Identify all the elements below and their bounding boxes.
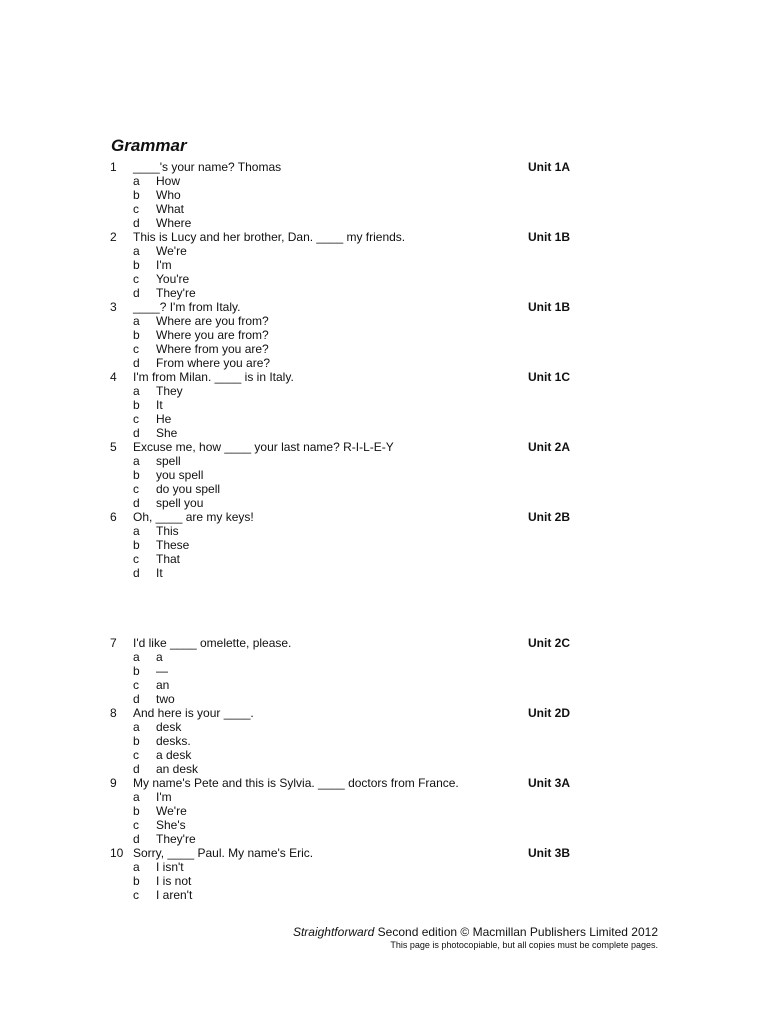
question-line <box>0 706 768 720</box>
question-text: Oh, ____ are my keys! <box>133 510 254 524</box>
option-text: We're <box>156 804 187 818</box>
option-text: a desk <box>156 748 192 762</box>
answer-option <box>0 272 768 286</box>
copyright-line <box>293 925 658 939</box>
option-text: you spell <box>156 468 204 482</box>
option-text: Where you are from? <box>156 328 269 342</box>
answer-option <box>0 552 768 566</box>
answer-option <box>0 398 768 412</box>
answer-option <box>0 524 768 538</box>
option-letter: c <box>133 552 139 566</box>
option-letter: b <box>133 398 140 412</box>
option-letter: d <box>133 692 140 706</box>
question-text: I'm from Milan. ____ is in Italy. <box>133 370 294 384</box>
unit-reference: Unit 1A <box>528 160 570 174</box>
answer-option <box>0 860 768 874</box>
option-letter: b <box>133 874 140 888</box>
question-line <box>0 636 768 650</box>
question-text: And here is your ____. <box>133 706 254 720</box>
option-text: It <box>156 566 163 580</box>
option-text: They're <box>156 832 196 846</box>
option-letter: c <box>133 678 139 692</box>
option-letter: c <box>133 342 139 356</box>
option-text: — <box>156 664 168 678</box>
question-7 <box>0 636 768 706</box>
option-letter: a <box>133 174 140 188</box>
option-text: I'm <box>156 258 172 272</box>
question-text: ____'s your name? Thomas <box>133 160 282 174</box>
unit-reference: Unit 2B <box>528 510 570 524</box>
option-text: Where from you are? <box>156 342 269 356</box>
option-text: a <box>156 650 163 664</box>
answer-option <box>0 216 768 230</box>
option-text: desks. <box>156 734 191 748</box>
option-text: It <box>156 398 163 412</box>
option-text: He <box>156 412 172 426</box>
answer-option <box>0 202 768 216</box>
option-letter: d <box>133 286 140 300</box>
answer-option <box>0 762 768 776</box>
answer-option <box>0 832 768 846</box>
answer-option <box>0 328 768 342</box>
answer-option <box>0 286 768 300</box>
option-letter: a <box>133 524 140 538</box>
option-text: spell you <box>156 496 204 510</box>
option-text: From where you are? <box>156 356 271 370</box>
answer-option <box>0 650 768 664</box>
answer-option <box>0 244 768 258</box>
option-text: These <box>156 538 190 552</box>
option-text: I aren't <box>156 888 193 902</box>
question-text: My name's Pete and this is Sylvia. ____ doctors from France. <box>133 776 459 790</box>
question-text: I'd like ____ omelette, please. <box>133 636 292 650</box>
option-letter: a <box>133 650 140 664</box>
answer-option <box>0 174 768 188</box>
answer-option <box>0 720 768 734</box>
unit-reference: Unit 1C <box>528 370 570 384</box>
unit-reference: Unit 3A <box>528 776 570 790</box>
question-number: 1 <box>110 160 117 174</box>
answer-option <box>0 888 768 902</box>
photocopy-note: This page is photocopiable, but all copies must be complete pages. <box>390 940 658 950</box>
answer-option <box>0 482 768 496</box>
option-text: Where are you from? <box>156 314 269 328</box>
answer-option <box>0 790 768 804</box>
option-letter: a <box>133 720 140 734</box>
option-letter: b <box>133 804 140 818</box>
option-letter: c <box>133 412 139 426</box>
option-letter: c <box>133 202 139 216</box>
question-line <box>0 846 768 860</box>
answer-option <box>0 342 768 356</box>
answer-option <box>0 874 768 888</box>
option-text: This <box>156 524 179 538</box>
question-8 <box>0 706 768 776</box>
option-text: I'm <box>156 790 172 804</box>
unit-reference: Unit 2C <box>528 636 570 650</box>
option-letter: c <box>133 888 139 902</box>
option-letter: b <box>133 258 140 272</box>
page-title: Grammar <box>111 136 187 155</box>
option-letter: a <box>133 860 140 874</box>
question-2 <box>0 230 768 300</box>
option-text: How <box>156 174 181 188</box>
option-letter: a <box>133 790 140 804</box>
option-text: two <box>156 692 175 706</box>
question-number: 4 <box>110 370 117 384</box>
answer-option <box>0 566 768 580</box>
unit-reference: Unit 2A <box>528 440 570 454</box>
option-letter: b <box>133 468 140 482</box>
answer-option <box>0 426 768 440</box>
option-letter: d <box>133 216 140 230</box>
question-1 <box>0 160 768 230</box>
question-line <box>0 160 768 174</box>
option-text: She <box>156 426 178 440</box>
question-number: 9 <box>110 776 117 790</box>
question-number: 8 <box>110 706 117 720</box>
option-letter: d <box>133 566 140 580</box>
question-number: 10 <box>110 846 124 860</box>
question-number: 3 <box>110 300 117 314</box>
answer-option <box>0 412 768 426</box>
option-letter: b <box>133 328 140 342</box>
question-5 <box>0 440 768 510</box>
question-6 <box>0 510 768 580</box>
option-letter: d <box>133 762 140 776</box>
option-text: That <box>156 552 181 566</box>
option-text: spell <box>156 454 181 468</box>
option-text: They <box>156 384 183 398</box>
answer-option <box>0 188 768 202</box>
question-text: Excuse me, how ____ your last name? R-I-L-E-Y <box>133 440 394 454</box>
question-text: This is Lucy and her brother, Dan. ____ my friends. <box>133 230 406 244</box>
option-text: She's <box>156 818 186 832</box>
question-number: 7 <box>110 636 117 650</box>
option-letter: a <box>133 454 140 468</box>
question-number: 5 <box>110 440 117 454</box>
option-text: They're <box>156 286 196 300</box>
answer-option <box>0 258 768 272</box>
question-4 <box>0 370 768 440</box>
option-letter: d <box>133 356 140 370</box>
answer-option <box>0 804 768 818</box>
option-text: do you spell <box>156 482 221 496</box>
question-9 <box>0 776 768 846</box>
question-3 <box>0 300 768 370</box>
option-letter: b <box>133 188 140 202</box>
option-letter: b <box>133 734 140 748</box>
answer-option <box>0 664 768 678</box>
option-letter: b <box>133 664 140 678</box>
question-text: ____? I'm from Italy. <box>133 300 241 314</box>
option-letter: d <box>133 832 140 846</box>
option-letter: c <box>133 482 139 496</box>
option-text: Who <box>156 188 181 202</box>
option-letter: c <box>133 748 139 762</box>
question-line <box>0 440 768 454</box>
answer-option <box>0 748 768 762</box>
option-letter: a <box>133 244 140 258</box>
question-number: 2 <box>110 230 117 244</box>
answer-option <box>0 692 768 706</box>
option-text: Where <box>156 216 192 230</box>
edition-text: Second edition © Macmillan Publishers Limited 2012 <box>374 925 658 939</box>
answer-option <box>0 356 768 370</box>
unit-reference: Unit 3B <box>528 846 570 860</box>
unit-reference: Unit 1B <box>528 230 570 244</box>
answer-option <box>0 468 768 482</box>
option-text: What <box>156 202 185 216</box>
question-line <box>0 510 768 524</box>
question-line <box>0 370 768 384</box>
question-text: Sorry, ____ Paul. My name's Eric. <box>133 846 314 860</box>
option-text: I isn't <box>156 860 184 874</box>
option-letter: b <box>133 538 140 552</box>
answer-option <box>0 496 768 510</box>
option-letter: d <box>133 426 140 440</box>
option-text: You're <box>156 272 190 286</box>
question-number: 6 <box>110 510 117 524</box>
question-10 <box>0 846 768 902</box>
question-line <box>0 300 768 314</box>
unit-reference: Unit 2D <box>528 706 570 720</box>
option-letter: d <box>133 496 140 510</box>
answer-option <box>0 384 768 398</box>
option-letter: c <box>133 272 139 286</box>
answer-option <box>0 818 768 832</box>
option-letter: c <box>133 818 139 832</box>
option-text: an desk <box>156 762 199 776</box>
option-text: We're <box>156 244 187 258</box>
answer-option <box>0 314 768 328</box>
question-line <box>0 776 768 790</box>
book-title: Straightforward <box>292 925 375 939</box>
option-letter: a <box>133 384 140 398</box>
answer-option <box>0 678 768 692</box>
answer-option <box>0 734 768 748</box>
answer-option <box>0 538 768 552</box>
option-letter: a <box>133 314 140 328</box>
option-text: desk <box>156 720 182 734</box>
unit-reference: Unit 1B <box>528 300 570 314</box>
question-line <box>0 230 768 244</box>
option-text: an <box>156 678 170 692</box>
answer-option <box>0 454 768 468</box>
option-text: I is not <box>156 874 192 888</box>
